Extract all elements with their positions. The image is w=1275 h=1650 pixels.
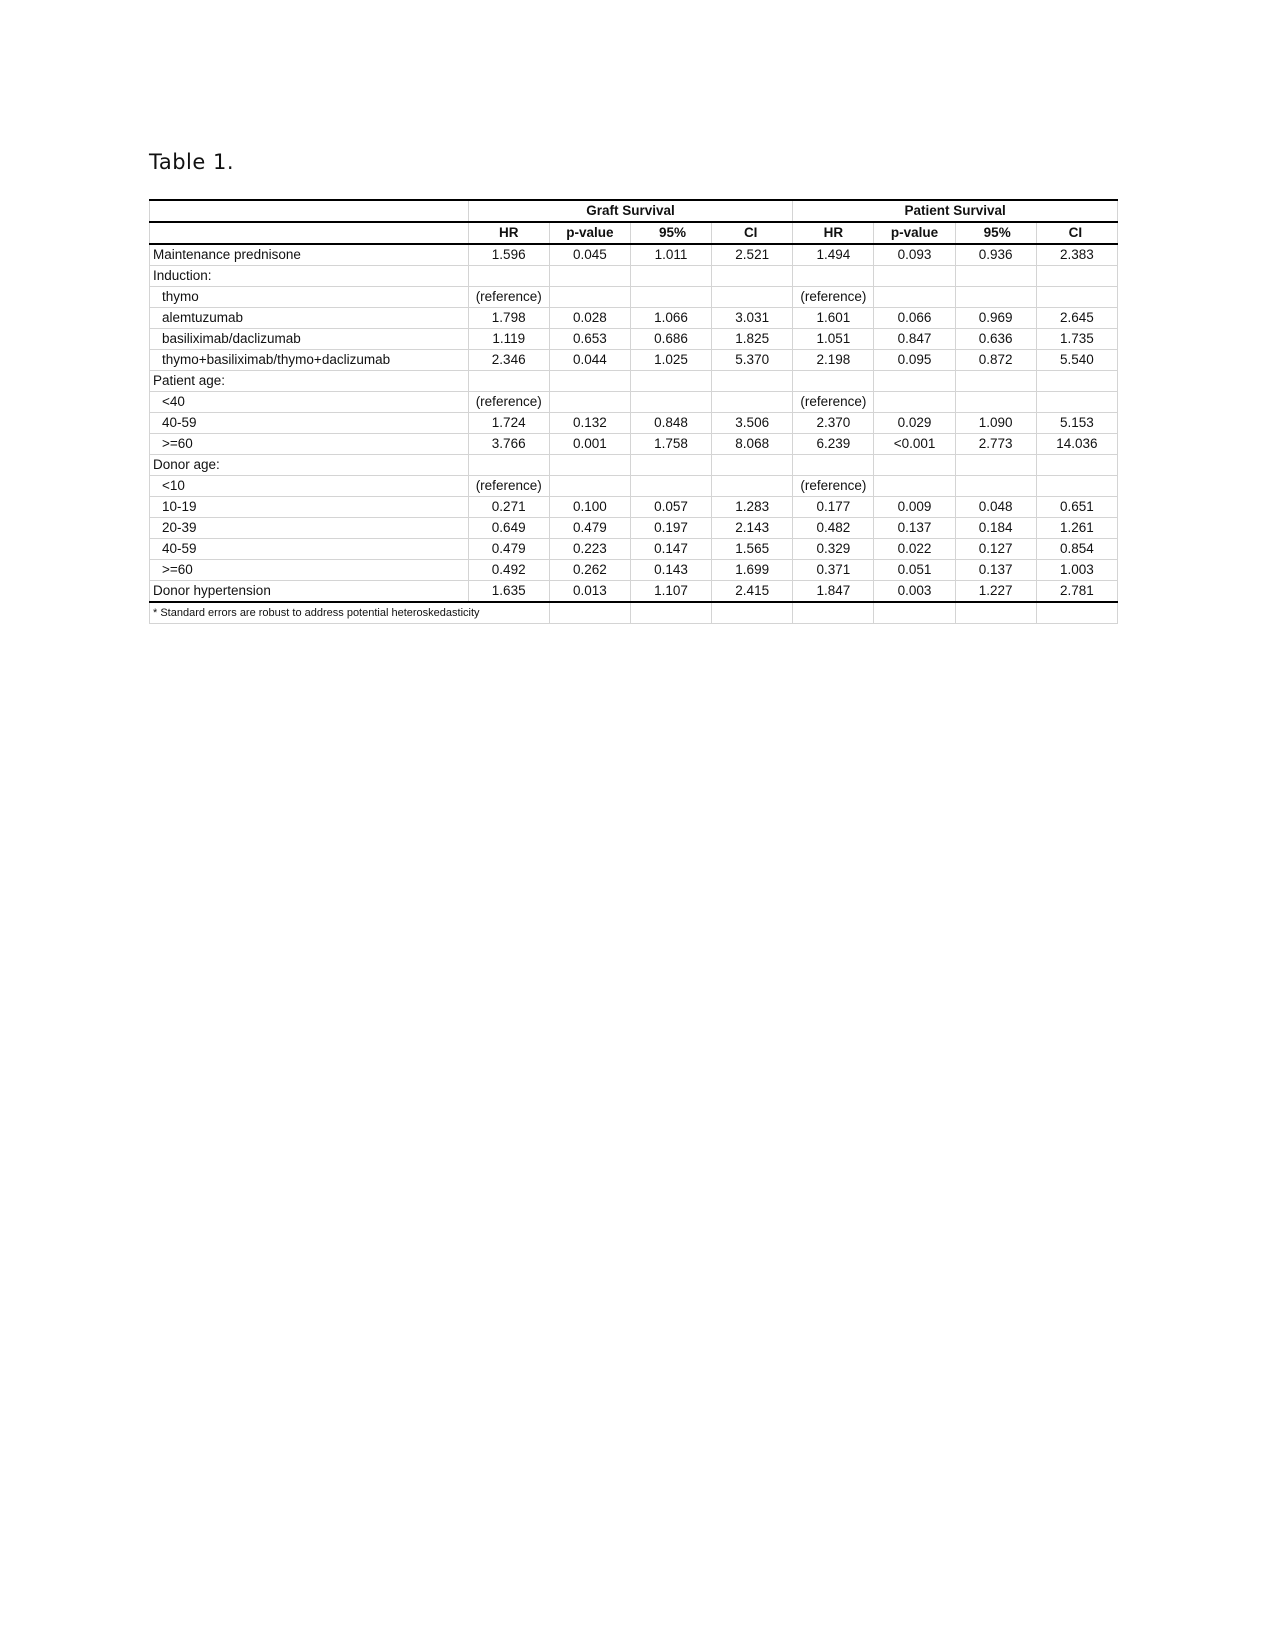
value-cell [793,371,874,392]
value-cell: 0.854 [1036,539,1117,560]
value-cell: (reference) [793,392,874,413]
row-label: Donor hypertension [150,581,469,603]
value-cell [955,266,1036,287]
empty-cell [874,602,955,624]
value-cell: 1.724 [468,413,549,434]
value-cell: 0.651 [1036,497,1117,518]
value-cell [1036,266,1117,287]
patient-hr-header: HR [793,222,874,244]
footnote-row [150,602,1118,624]
value-cell: 0.045 [549,244,630,266]
value-cell: 1.635 [468,581,549,603]
row-label: basiliximab/daclizumab [150,329,469,350]
value-cell: 1.227 [955,581,1036,603]
value-cell [955,287,1036,308]
value-cell: 0.051 [874,560,955,581]
table-row [150,497,1118,518]
value-cell: 0.093 [874,244,955,266]
value-cell [630,392,711,413]
row-label: Patient age: [150,371,469,392]
value-cell: 1.565 [712,539,793,560]
patient-ci-header-right: CI [1036,222,1117,244]
value-cell: 1.003 [1036,560,1117,581]
value-cell: 0.028 [549,308,630,329]
value-cell: 1.011 [630,244,711,266]
value-cell [955,455,1036,476]
value-cell: 1.261 [1036,518,1117,539]
value-cell: 0.969 [955,308,1036,329]
empty-cell [793,602,874,624]
value-cell [955,371,1036,392]
table-row [150,560,1118,581]
table-row [150,476,1118,497]
value-cell [712,476,793,497]
value-cell [874,266,955,287]
value-cell: 2.781 [1036,581,1117,603]
graft-hr-header: HR [468,222,549,244]
value-cell: 0.143 [630,560,711,581]
table-row [150,581,1118,603]
value-cell [955,392,1036,413]
value-cell: 0.479 [468,539,549,560]
value-cell: 1.699 [712,560,793,581]
value-cell: 1.283 [712,497,793,518]
graft-pvalue-header: p-value [549,222,630,244]
row-label: 20-39 [150,518,469,539]
value-cell: 0.492 [468,560,549,581]
row-label: thymo [150,287,469,308]
value-cell: 0.029 [874,413,955,434]
value-cell: 0.132 [549,413,630,434]
value-cell: 2.143 [712,518,793,539]
empty-cell [1036,602,1117,624]
value-cell: 0.013 [549,581,630,603]
value-cell: 0.482 [793,518,874,539]
value-cell: 0.177 [793,497,874,518]
value-cell [549,476,630,497]
value-cell: 3.031 [712,308,793,329]
group-header-row [150,200,1118,222]
value-cell: 3.506 [712,413,793,434]
value-cell: 1.735 [1036,329,1117,350]
value-cell: (reference) [468,392,549,413]
value-cell: 1.494 [793,244,874,266]
row-label: <10 [150,476,469,497]
empty-corner-cell [150,200,469,222]
table-row [150,329,1118,350]
table-row [150,413,1118,434]
table-row [150,455,1118,476]
value-cell: 0.653 [549,329,630,350]
value-cell [549,266,630,287]
table-row [150,434,1118,455]
value-cell [874,476,955,497]
value-cell: 1.825 [712,329,793,350]
value-cell: (reference) [793,287,874,308]
value-cell [549,287,630,308]
value-cell [712,455,793,476]
value-cell: 0.636 [955,329,1036,350]
value-cell: 0.223 [549,539,630,560]
value-cell [955,476,1036,497]
value-cell [468,371,549,392]
value-cell: 3.766 [468,434,549,455]
value-cell: 0.848 [630,413,711,434]
value-cell: 2.645 [1036,308,1117,329]
value-cell: 0.872 [955,350,1036,371]
value-cell [712,371,793,392]
row-label: <40 [150,392,469,413]
patient-survival-header: Patient Survival [793,200,1118,222]
value-cell [1036,455,1117,476]
graft-survival-header: Graft Survival [468,200,793,222]
table-row [150,518,1118,539]
value-cell [874,371,955,392]
value-cell: 2.415 [712,581,793,603]
value-cell: 0.127 [955,539,1036,560]
value-cell: 0.001 [549,434,630,455]
value-cell: 5.153 [1036,413,1117,434]
empty-cell [630,602,711,624]
value-cell: 2.773 [955,434,1036,455]
empty-cell [712,602,793,624]
value-cell: 0.847 [874,329,955,350]
value-cell: 1.025 [630,350,711,371]
value-cell: 0.329 [793,539,874,560]
value-cell: 0.003 [874,581,955,603]
value-cell: 0.184 [955,518,1036,539]
table-title: Table 1. [149,150,235,174]
value-cell: 0.936 [955,244,1036,266]
value-cell: 0.057 [630,497,711,518]
value-cell [630,455,711,476]
value-cell [630,266,711,287]
empty-cell [549,602,630,624]
value-cell: 1.798 [468,308,549,329]
row-label: >=60 [150,434,469,455]
table-row [150,266,1118,287]
row-label: 10-19 [150,497,469,518]
value-cell: 2.198 [793,350,874,371]
value-cell: 0.137 [955,560,1036,581]
value-cell [549,371,630,392]
value-cell: 1.090 [955,413,1036,434]
value-cell: 0.262 [549,560,630,581]
table-row [150,350,1118,371]
value-cell: 1.596 [468,244,549,266]
value-cell: 1.119 [468,329,549,350]
value-cell: 1.601 [793,308,874,329]
value-cell: 0.197 [630,518,711,539]
value-cell: 0.066 [874,308,955,329]
empty-cell [955,602,1036,624]
table-body [150,200,1118,624]
value-cell [468,455,549,476]
value-cell [1036,287,1117,308]
patient-pvalue-header: p-value [874,222,955,244]
value-cell: 0.137 [874,518,955,539]
graft-ci-header-left: 95% [630,222,711,244]
value-cell: 1.066 [630,308,711,329]
patient-ci-header-left: 95% [955,222,1036,244]
value-cell [1036,371,1117,392]
value-cell: 5.370 [712,350,793,371]
value-cell: 0.022 [874,539,955,560]
value-cell: 8.068 [712,434,793,455]
row-label: Induction: [150,266,469,287]
value-cell [712,392,793,413]
value-cell [874,287,955,308]
row-label: 40-59 [150,413,469,434]
value-cell: (reference) [468,287,549,308]
table-row [150,539,1118,560]
row-label: Donor age: [150,455,469,476]
row-label: thymo+basiliximab/thymo+daclizumab [150,350,469,371]
row-label: >=60 [150,560,469,581]
value-cell: (reference) [468,476,549,497]
value-cell [630,371,711,392]
value-cell [874,392,955,413]
table-row [150,287,1118,308]
value-cell: 0.009 [874,497,955,518]
value-cell [549,455,630,476]
value-cell: 0.479 [549,518,630,539]
value-cell: 2.346 [468,350,549,371]
graft-ci-header-right: CI [712,222,793,244]
value-cell: 2.370 [793,413,874,434]
value-cell [874,455,955,476]
value-cell: 1.107 [630,581,711,603]
value-cell: 0.686 [630,329,711,350]
value-cell [712,266,793,287]
value-cell: 1.847 [793,581,874,603]
value-cell [468,266,549,287]
row-label: 40-59 [150,539,469,560]
value-cell: 0.649 [468,518,549,539]
value-cell: 5.540 [1036,350,1117,371]
empty-label-header [150,222,469,244]
value-cell: 2.383 [1036,244,1117,266]
value-cell [712,287,793,308]
value-cell: 2.521 [712,244,793,266]
table-row [150,308,1118,329]
value-cell: 1.051 [793,329,874,350]
table-row [150,371,1118,392]
value-cell [1036,476,1117,497]
value-cell [549,392,630,413]
value-cell [1036,392,1117,413]
row-label: alemtuzumab [150,308,469,329]
value-cell: 0.048 [955,497,1036,518]
results-table [149,199,1118,624]
column-header-row [150,222,1118,244]
value-cell: 0.147 [630,539,711,560]
value-cell: 1.758 [630,434,711,455]
value-cell [630,476,711,497]
table-footnote: * Standard errors are robust to address potential heteroskedasticity [150,602,550,624]
value-cell: 0.044 [549,350,630,371]
value-cell: (reference) [793,476,874,497]
table-row [150,392,1118,413]
value-cell [630,287,711,308]
value-cell: 0.271 [468,497,549,518]
table-row [150,244,1118,266]
value-cell [793,266,874,287]
value-cell: 6.239 [793,434,874,455]
row-label: Maintenance prednisone [150,244,469,266]
value-cell: 0.371 [793,560,874,581]
value-cell: 14.036 [1036,434,1117,455]
value-cell: 0.100 [549,497,630,518]
value-cell: 0.095 [874,350,955,371]
value-cell: <0.001 [874,434,955,455]
value-cell [793,455,874,476]
